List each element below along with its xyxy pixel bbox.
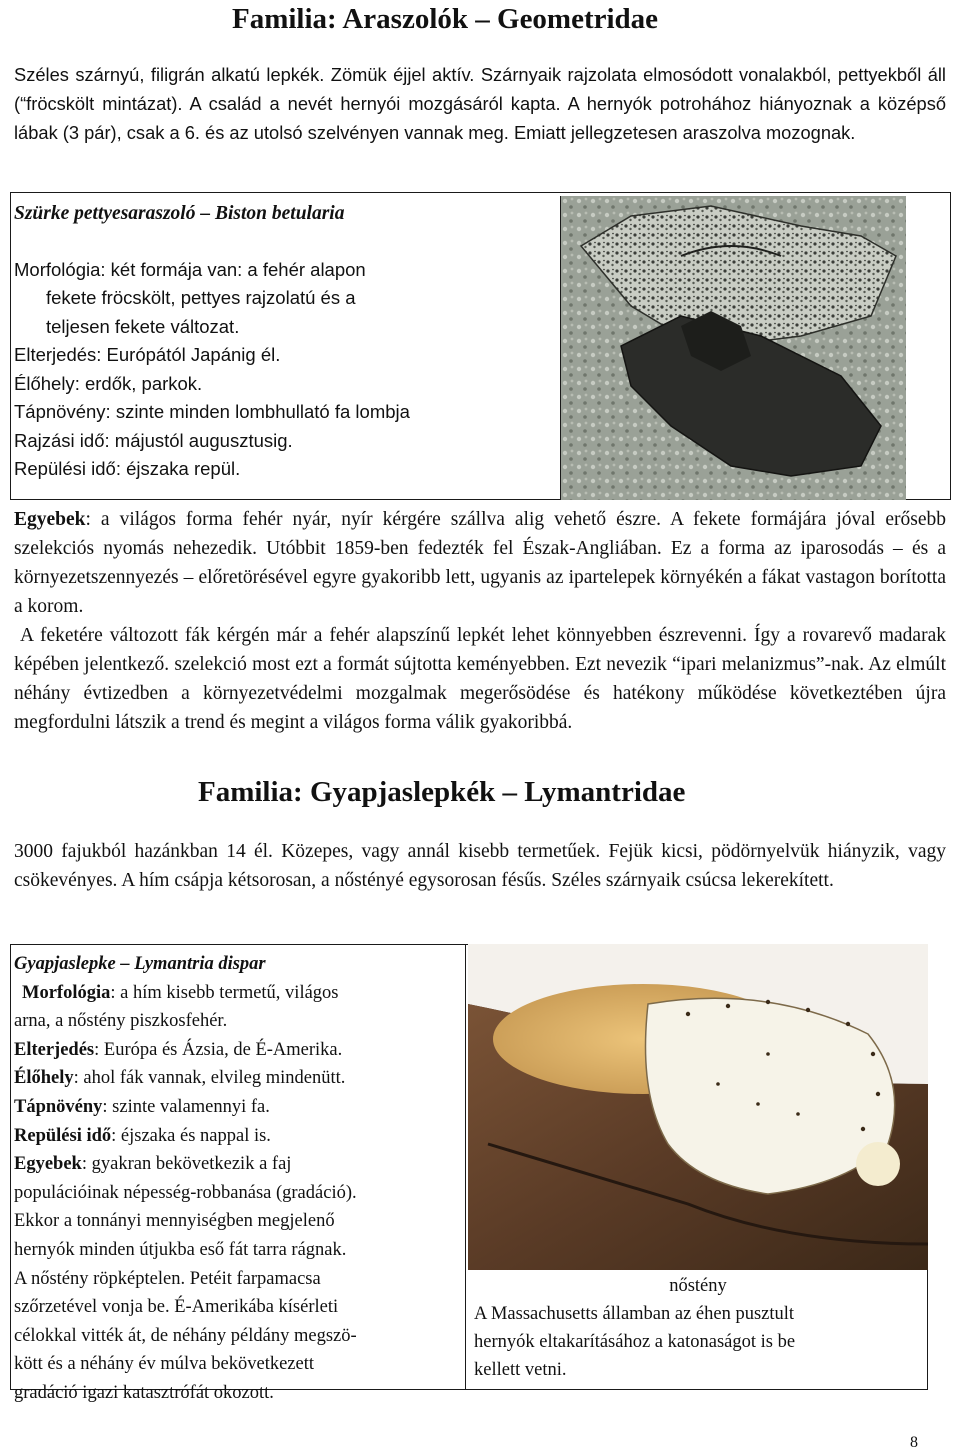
other-body: : a világos forma fehér nyár, nyír kérgére szállva alig vehető észre. A fekete formájára jóval erősebb szelekciós nyomás nehezedik. Utóbbit 1859-ben fedezték fel Észak-Angliában. Ez a forma az iparosodás – és a környezetszennyezés – előretörésével egyre gyakoribb lett, ugyanis az ipartelepek környékén a fákat vastagon borította a korom. [14,509,946,617]
distribution-label: Elterjedés [14,1039,95,1060]
habitat-text: : ahol fák vannak, elvileg mindenütt. [73,1068,346,1089]
morphology-text: : a hím kisebb termetű, világos [110,982,339,1003]
other-text-line: Ekkor a tonnányi mennyiségben megjelenő [14,1211,335,1232]
swarming-label: Rajzási idő [14,429,105,451]
caption-title: nőstény [669,1276,727,1296]
other-text-line: gradáció igazi katasztrófát okozott. [14,1382,274,1403]
distribution-line [14,341,544,370]
photo-caption [474,1272,922,1384]
species-heading: Gyapjaslepke – Lymantria dispar [14,954,266,974]
biston-other-paragraph [14,505,946,737]
other-text-line: A nőstény röpképtelen. Petéit farpamacsa [14,1268,321,1289]
peppered-moth-image [561,196,906,500]
foodplant-text: : szinte valamennyi fa. [102,1096,270,1117]
other-label: Egyebek [14,509,86,530]
intro-paragraph-geometridae [14,60,946,147]
swarming-text: : májustól augusztusig. [104,429,293,451]
other-text-2: A feketére változott fák kérgén már a fehér alapszínű lepkét lehet könnyebben észrevenni. Így a rovarevő madarak képében jelentkező. szelekció most ezt a formát sújtotta keményebben. Ezt nevezik “ipari melanizmus”-nak. Az elmúlt néhány évtizedben a környezetvédelmi mozgalmak megerősödése és hatékony működése következtében újra megfordulni látszik a trend és megint a világos forma válik gyakoribbá. [14,625,946,733]
morphology-text-2: arna, a nőstény piszkosfehér. [14,1011,228,1032]
caption-line: hernyók eltakarításához a katonaságot is be [474,1332,796,1352]
other-text [14,505,946,621]
intro-text-2: 3000 fajukból hazánkban 14 él. Közepes, vagy annál kisebb termetűek. Fejük kicsi, pödörnyelvük hiányzik, vagy csökevényes. A hím csápja kétsorosan, a nőstényé egysorosan fésűs. Széles szárnyaik csúcsa lekerekített. [14,841,946,891]
foodplant-line [14,1093,464,1122]
other-label: Egyebek [14,1154,82,1175]
flight-line [14,455,544,484]
section-title-geometridae: Familia: Araszolók – Geometridae [232,3,659,35]
flight-label: Repülési idő [14,1125,112,1146]
habitat-label: Élőhely [14,372,75,394]
foodplant-line [14,398,544,427]
morphology-text-2: fekete fröcskölt, pettyes rajzolatú és a [46,287,356,308]
lymantria-description [14,950,464,1408]
morphology-line [14,256,544,285]
distribution-line [14,1036,464,1065]
other-text-line: kött és a néhány év múlva bekövetkezett [14,1354,315,1375]
flight-text: : éjszaka repül. [115,458,241,479]
morphology-text: : két formája van: a fehér alapon [100,258,366,280]
flight-text: : éjszaka és nappal is. [111,1125,271,1146]
habitat-text: : erdők, parkok. [74,372,203,394]
habitat-line [14,1064,464,1093]
other-text-line: hernyók minden útjukba eső fát tarra rágnak. [14,1239,347,1260]
intro-text: Széles szárnyú, filigrán alkatú lepkék. Zömük éjjel aktív. Szárnyaik rajzolata elmosódott vonalakból, pettyekből áll (“fröcskölt mintázat). A család a nevét hernyói mozgásáról kapta. A hernyók potrohához hiányoznak a középső lábak (3 pár), csak a 6. és az utolsó szelvényen vannak meg. Emiatt jellegzetesen araszolva mozognak. [14,64,946,143]
moth-photo [560,196,906,500]
foodplant-label: Tápnövény [14,401,106,422]
species-heading: Szürke pettyesaraszoló – Biston betularia [14,203,345,224]
other-line [14,1150,464,1179]
page-number: 8 [910,1434,918,1451]
moth-photo [468,944,928,1270]
morphology-line [14,979,464,1008]
other-text-line: célokkal vitték át, de néhány példány megszö- [14,1325,357,1346]
intro-paragraph-lymantridae [14,837,946,895]
morphology-text-3: teljesen fekete változat. [46,315,240,337]
foodplant-text: : szinte minden lombhullató fa lombja [105,401,410,422]
other-text-line: populációinak népesség-robbanása (gradáció). [14,1182,357,1203]
flight-label: Repülési idő [14,458,116,479]
column-divider [465,944,466,1390]
gypsy-moth-image [468,944,928,1270]
caption-line: kellett vetni. [474,1360,567,1380]
other-text-line: szőrzetével vonja be. É-Amerikába kísérleti [14,1297,339,1318]
other-text: : gyakran bekövetkezik a faj [81,1154,292,1175]
distribution-label: Elterjedés [14,344,97,365]
section-title-lymantridae: Familia: Gyapjaslepkék – Lymantridae [198,776,686,808]
morphology-label: Morfológia [22,982,111,1003]
caption-line: A Massachusetts államban az éhen pusztult [474,1304,795,1324]
flight-line [14,1122,464,1151]
habitat-line [14,370,544,399]
distribution-text: : Európa és Ázsia, de É-Amerika. [94,1039,343,1060]
distribution-text: : Európától Japánig él. [96,344,281,365]
habitat-label: Élőhely [14,1068,74,1089]
foodplant-label: Tápnövény [14,1096,103,1117]
swarming-line [14,427,544,456]
morphology-label: Morfológia [14,258,101,280]
biston-description [14,200,544,484]
